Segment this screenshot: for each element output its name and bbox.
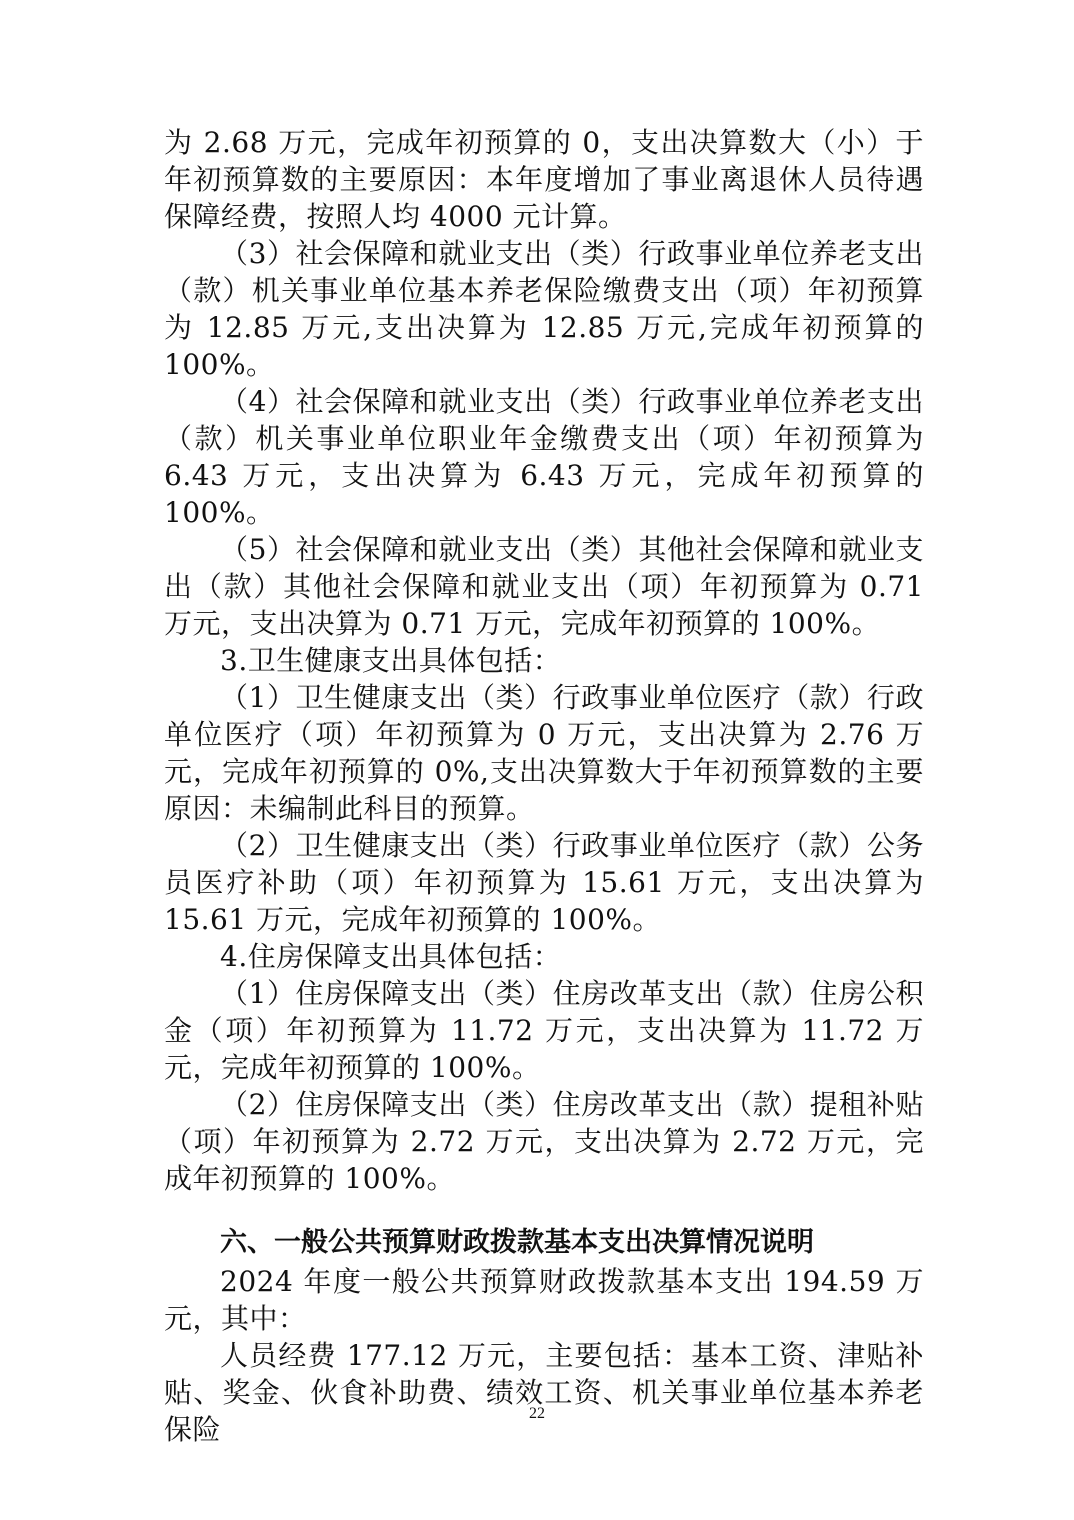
paragraph-continuation: 为 2.68 万元，完成年初预算的 0，支出决算数大（小）于年初预算数的主要原因：本年度增加了事业离退休人员待遇保障经费，按照人均 4000 元计算。 [164,126,924,233]
paragraph-health-2: （2）卫生健康支出（类）行政事业单位医疗（款）公务员医疗补助（项）年初预算为 15.61 万元，支出决算为 15.61 万元，完成年初预算的 100%。 [164,829,924,936]
paragraph-housing-1: （1）住房保障支出（类）住房改革支出（款）住房公积金（项）年初预算为 11.72 万元，支出决算为 11.72 万元，完成年初预算的 100%。 [164,977,924,1084]
page-number: 22 [529,1405,545,1422]
paragraph-basic-expenditure: 2024 年度一般公共预算财政拨款基本支出 194.59 万元，其中： [164,1265,924,1335]
subheading-health: 3.卫生健康支出具体包括： [220,644,562,677]
document-body [164,124,924,1448]
paragraph-item-4: （4）社会保障和就业支出（类）行政事业单位养老支出（款）机关事业单位职业年金缴费支出（项）年初预算为 6.43 万元，支出决算为 6.43 万元，完成年初预算的 100%。 [164,385,924,529]
section-heading: 六、一般公共预算财政拨款基本支出决算情况说明 [220,1227,814,1258]
paragraph-health-1: （1）卫生健康支出（类）行政事业单位医疗（款）行政单位医疗（项）年初预算为 0 万元，支出决算为 2.76 万元，完成年初预算的 0%,支出决算数大于年初预算数的主要原因：未编制此科目的预算。 [164,681,924,825]
subheading-housing: 4.住房保障支出具体包括： [220,940,562,973]
paragraph-personnel-costs: 人员经费 177.12 万元，主要包括：基本工资、津贴补贴、奖金、伙食补助费、绩效工资、机关事业单位基本养老保险 [164,1339,924,1446]
paragraph-housing-2: （2）住房保障支出（类）住房改革支出（款）提租补贴（项）年初预算为 2.72 万元，支出决算为 2.72 万元，完成年初预算的 100%。 [164,1088,924,1195]
paragraph-item-5: （5）社会保障和就业支出（类）其他社会保障和就业支出（款）其他社会保障和就业支出（项）年初预算为 0.71 万元，支出决算为 0.71 万元，完成年初预算的 100%。 [164,533,924,640]
paragraph-item-3: （3）社会保障和就业支出（类）行政事业单位养老支出（款）机关事业单位基本养老保险缴费支出（项）年初预算为 12.85 万元,支出决算为 12.85 万元,完成年初预算的 100%。 [164,237,924,381]
